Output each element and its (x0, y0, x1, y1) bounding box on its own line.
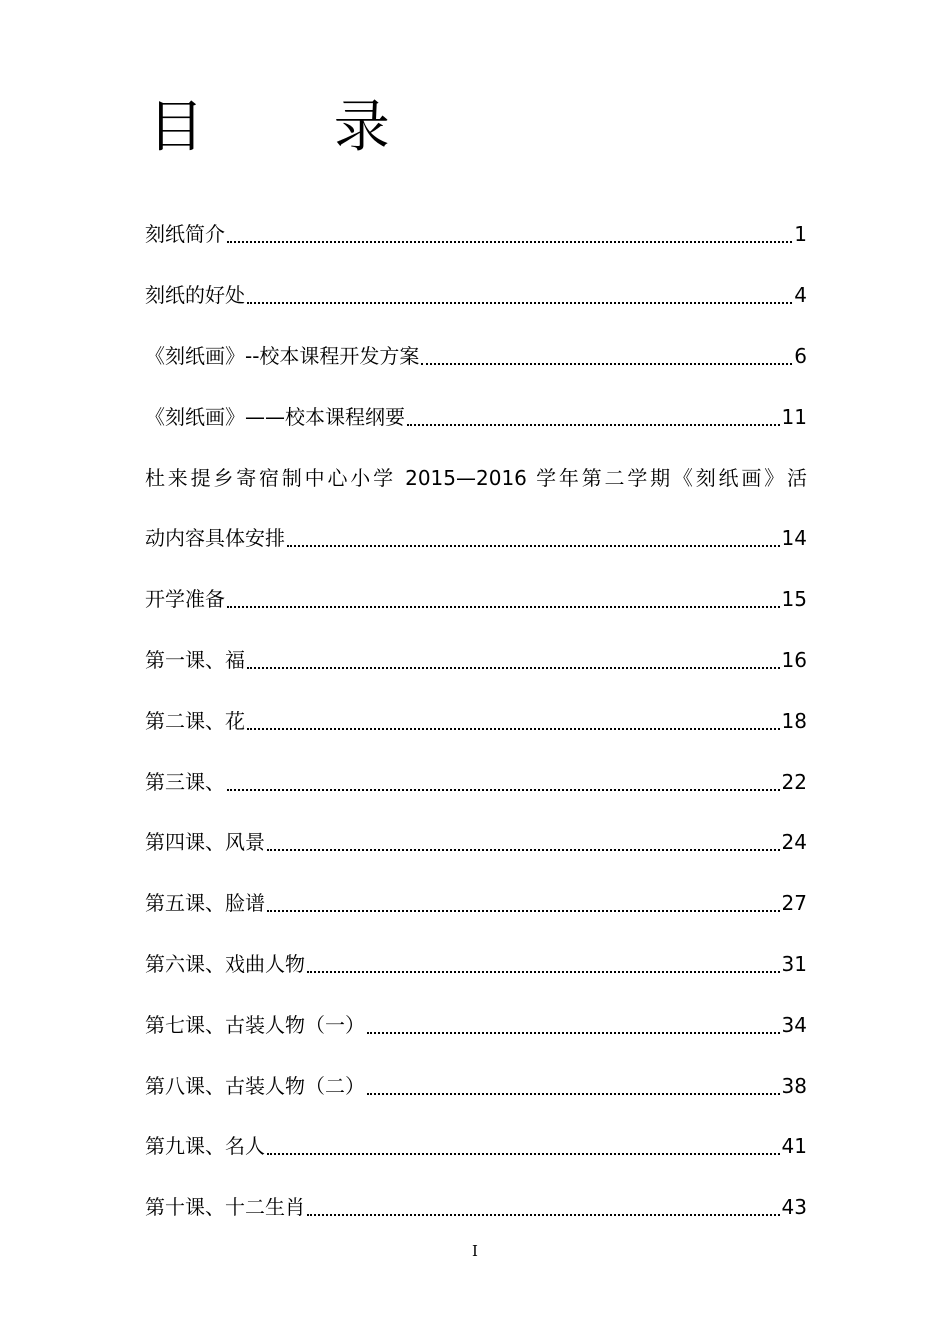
toc-entry-page: 14 (781, 526, 807, 551)
dot-leader (247, 302, 792, 304)
toc-entry[interactable] (145, 630, 807, 691)
dot-leader (227, 606, 780, 608)
toc-entry-title: 第三课、 (145, 769, 225, 794)
toc-entry-title: 刻纸简介 (145, 222, 225, 247)
dot-leader (407, 424, 780, 426)
toc-entry[interactable] (145, 326, 807, 387)
toc-entry-page: 6 (794, 343, 807, 368)
toc-entry-page: 15 (781, 587, 807, 612)
toc-entry-continuation[interactable] (145, 508, 807, 569)
toc-entry[interactable] (145, 1177, 807, 1238)
toc-entry-title: 第五课、脸谱 (145, 891, 265, 916)
dot-leader (307, 971, 780, 973)
dot-leader (267, 910, 780, 912)
toc-entry-title: 第十课、十二生肖 (145, 1195, 305, 1220)
toc-entry[interactable] (145, 1116, 807, 1177)
toc-entry[interactable] (145, 934, 807, 995)
toc-entry-title: 杜来提乡寄宿制中心小学 2015—2016 学年第二学期《刻纸画》活 (145, 465, 807, 490)
toc-entry-title: 开学准备 (145, 587, 225, 612)
toc-entry-page: 18 (781, 708, 807, 733)
dot-leader (247, 667, 780, 669)
footer-page-number: I (472, 1242, 478, 1260)
toc-entry-title: 第八课、古装人物（二） (145, 1073, 365, 1098)
toc-entry-title: 第六课、戏曲人物 (145, 951, 305, 976)
toc-entry-page: 11 (781, 404, 807, 429)
toc-entry-title: 第七课、古装人物（一） (145, 1012, 365, 1037)
toc-entry-page: 16 (781, 647, 807, 672)
toc-entry-title: 动内容具体安排 (145, 526, 285, 551)
toc-entry-title: 第九课、名人 (145, 1134, 265, 1159)
toc-entry-title: 《刻纸画》——校本课程纲要 (145, 404, 405, 429)
toc-entry[interactable] (145, 873, 807, 934)
toc-entry-page: 22 (781, 769, 807, 794)
toc-entry-first-line[interactable] (145, 447, 807, 508)
toc-entry-page: 31 (781, 951, 807, 976)
toc-entry-page: 27 (781, 891, 807, 916)
toc-entry-title: 第一课、福 (145, 647, 245, 672)
dot-leader (267, 849, 780, 851)
toc-entry-title: 《刻纸画》--校本课程开发方案 (145, 343, 420, 368)
toc-list (145, 204, 807, 1238)
toc-entry[interactable] (145, 994, 807, 1055)
toc-entry[interactable] (145, 265, 807, 326)
dot-leader (267, 1153, 780, 1155)
toc-entry-title: 刻纸的好处 (145, 283, 245, 308)
toc-entry-page: 43 (781, 1195, 807, 1220)
dot-leader (307, 1214, 780, 1216)
dot-leader (287, 545, 780, 547)
toc-entry-page: 24 (781, 830, 807, 855)
toc-entry-page: 34 (781, 1012, 807, 1037)
dot-leader (247, 728, 780, 730)
toc-entry[interactable] (145, 690, 807, 751)
toc-entry[interactable] (145, 569, 807, 630)
toc-entry-title: 第四课、风景 (145, 830, 265, 855)
toc-entry-page: 1 (794, 222, 807, 247)
dot-leader (367, 1093, 780, 1095)
toc-title: 目 录 (148, 95, 446, 160)
toc-entry[interactable] (145, 751, 807, 812)
toc-entry[interactable] (145, 812, 807, 873)
toc-entry-page: 38 (781, 1073, 807, 1098)
toc-entry[interactable] (145, 386, 807, 447)
toc-entry[interactable] (145, 1055, 807, 1116)
dot-leader (367, 1032, 780, 1034)
toc-entry-page: 41 (781, 1134, 807, 1159)
toc-entry[interactable] (145, 204, 807, 265)
dot-leader (421, 363, 792, 365)
toc-entry-title: 第二课、花 (145, 708, 245, 733)
dot-leader (227, 789, 780, 791)
dot-leader (227, 241, 792, 243)
toc-entry-page: 4 (794, 283, 807, 308)
